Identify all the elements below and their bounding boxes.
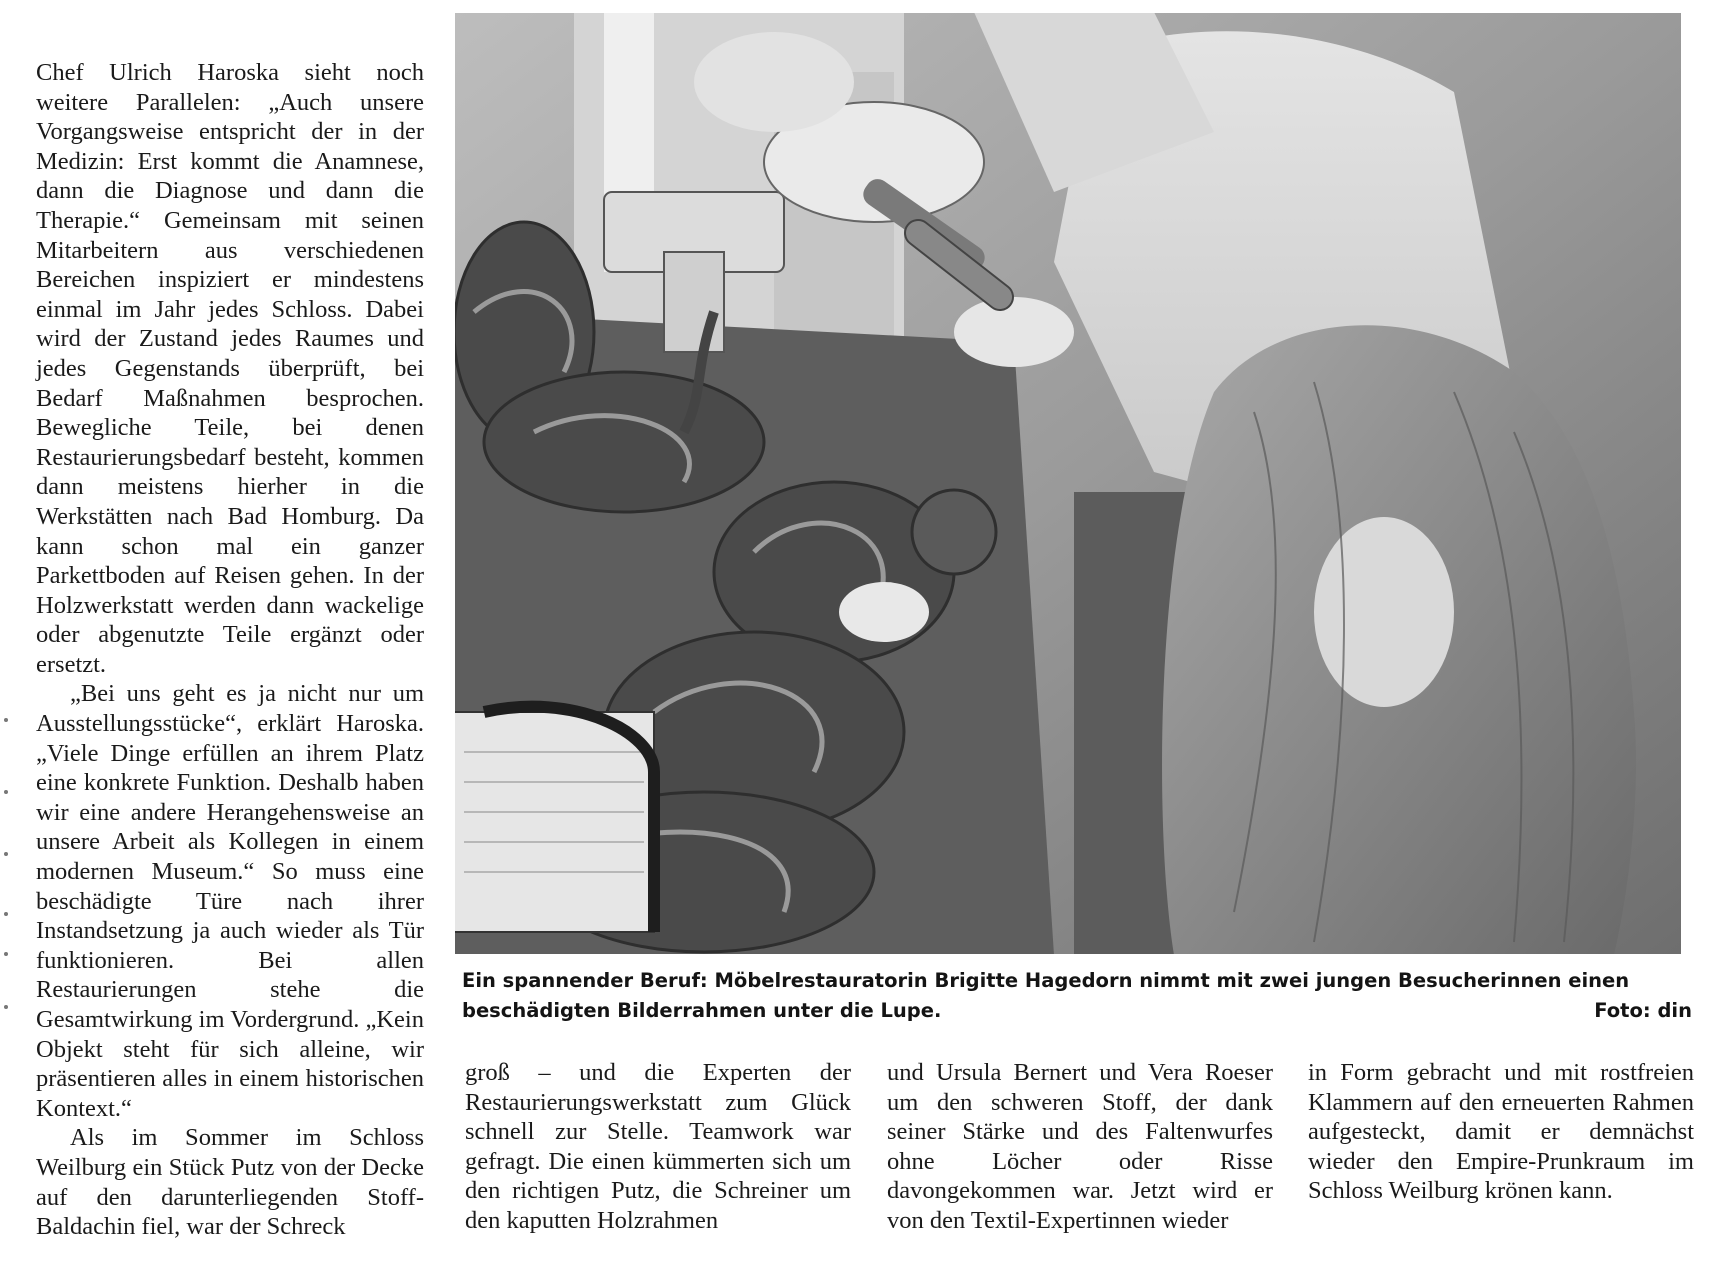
article-paragraph: und Ursula Bernert und Vera Roeser um den schweren Stoff, der dank seiner Stärke und des Faltenwurfes ohne Löcher oder Risse davongekommen war. Jetzt wird er von den Textil-Expertinnen wieder	[887, 1059, 1273, 1234]
article-paragraph: Als im Sommer im Schloss Weilburg ein Stück Putz von der Decke auf den darunterliegenden Stoff-Baldachin fiel, war der Schreck	[36, 1124, 424, 1241]
photo-caption	[462, 966, 1692, 1026]
article-paragraph: „Bei uns geht es ja nicht nur um Ausstellungsstücke“, erklärt Haroska. „Viele Dinge erfüllen an ihrem Platz eine konkrete Funktion. Deshalb haben wir eine andere Herangehensweise an unsere Arbeit als Kollegen in einem modernen Museum.“ So muss eine beschädigte Türe nach ihrer Instandsetzung ja auch wieder als Tür funktionieren. Bei allen Restaurierungen stehe die Gesamtwirkung im Vordergrund. „Kein Objekt steht für sich alleine, wir präsentieren alles in einem historischen Kontext.“	[36, 680, 424, 1122]
article-column-left	[36, 58, 424, 1242]
scan-artifact	[4, 952, 8, 956]
scan-artifact	[4, 718, 8, 722]
restorer-with-magnifier-illustration	[454, 12, 1682, 955]
article-paragraph: Chef Ulrich Haroska sieht noch weitere Parallelen: „Auch unsere Vorgangsweise entspricht der in der Medizin: Erst kommt die Anamnese, dann die Diagnose und dann die Therapie.“ Gemeinsam mit seinen Mitarbeitern aus verschiedenen Bereichen inspiziert er mindestens einmal im Jahr jedes Schloss. Dabei wird der Zustand jedes Raumes und jedes Gegenstands überprüft, bei Bedarf Maßnahmen besprochen. Bewegliche Teile, bei denen Restaurierungsbedarf besteht, kommen dann meistens hierher in die Werkstätten nach Bad Homburg. Da kann schon mal ein ganzer Parkettboden auf Reisen gehen. In der Holzwerkstatt werden dann wackelige oder abgenutzte Teile ergänzt oder ersetzt.	[36, 59, 424, 678]
article-column-bottom-2	[887, 1058, 1273, 1236]
photo-credit: Foto: din	[1594, 999, 1692, 1022]
article-column-bottom-3	[1308, 1058, 1694, 1206]
article-column-bottom-1	[465, 1058, 851, 1236]
scan-artifact	[4, 790, 8, 794]
scan-artifact	[4, 1005, 8, 1009]
caption-text: Ein spannender Beruf: Möbelrestauratorin Brigitte Hagedorn nimmt mit zwei jungen Besucherinnen einen beschädigten Bilderrahmen unter die Lupe.	[462, 969, 1630, 1022]
article-paragraph: in Form gebracht und mit rostfreien Klammern auf den erneuerten Rahmen aufgesteckt, damit er demnächst wieder den Empire-Prunkraum im Schloss Weilburg krönen kann.	[1308, 1059, 1694, 1205]
article-paragraph: groß – und die Experten der Restaurierungswerkstatt zum Glück schnell zur Stelle. Teamwork war gefragt. Die einen kümmerten sich um den richtigen Putz, die Schreiner um den kaputten Holzrahmen	[465, 1059, 851, 1234]
article-photo	[454, 12, 1682, 955]
scan-artifact	[4, 852, 8, 856]
scan-artifact	[4, 912, 8, 916]
